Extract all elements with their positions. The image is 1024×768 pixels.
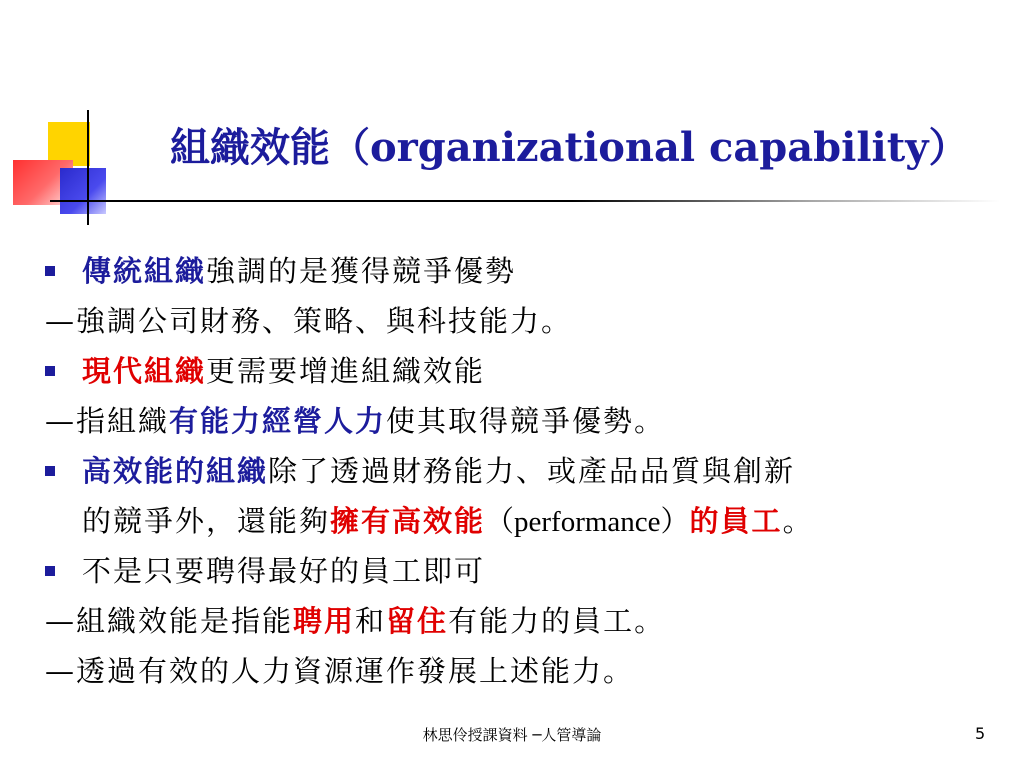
sub-point-text: 組織效能是指能 bbox=[76, 604, 294, 638]
dash: — bbox=[45, 604, 76, 638]
sub-point-text: 和 bbox=[355, 604, 387, 638]
bullet-not-just-hiring bbox=[45, 546, 1020, 596]
slide-footer: 林思伶授課資料 ─人管導論 bbox=[422, 726, 602, 744]
latin-term: （performance） bbox=[485, 506, 690, 538]
title-underline bbox=[50, 200, 1000, 202]
bullet-text: 的競爭外，還能夠 bbox=[82, 504, 331, 538]
dash: — bbox=[45, 654, 76, 688]
sub-point bbox=[45, 646, 1020, 696]
bullet-modern-org bbox=[45, 346, 1020, 396]
bullet-text: 更需要增進組織效能 bbox=[206, 354, 486, 388]
bullet-text: 。 bbox=[782, 504, 814, 538]
bullet-text: 強調的是獲得競爭優勢 bbox=[206, 254, 517, 288]
emphasis-text: 擁有高效能 bbox=[330, 504, 486, 538]
emphasis-text: 有能力經營人力 bbox=[169, 404, 387, 438]
sub-point-text: 使其取得競爭優勢。 bbox=[386, 404, 666, 438]
emphasis-text: 現代組織 bbox=[82, 354, 207, 388]
sub-point-text: 透過有效的人力資源運作發展上述能力。 bbox=[76, 654, 635, 688]
sub-point-text: 強調公司財務、策略、與科技能力。 bbox=[76, 304, 573, 338]
slide-body bbox=[45, 246, 1020, 696]
bullet-traditional-org bbox=[45, 246, 1020, 296]
page-number: 5 bbox=[975, 724, 986, 743]
bullet-high-performance-org bbox=[45, 446, 1020, 496]
sub-point bbox=[45, 396, 1020, 446]
decor-blue-square bbox=[60, 168, 106, 214]
slide-title: 組織效能（organizational capability） bbox=[170, 124, 969, 171]
dash: — bbox=[45, 304, 76, 338]
emphasis-text: 的員工 bbox=[689, 504, 783, 538]
emphasis-text: 高效能的組織 bbox=[82, 454, 269, 488]
emphasis-text: 留住 bbox=[386, 604, 449, 638]
sub-point-text: 指組織 bbox=[76, 404, 170, 438]
bullet-continuation bbox=[45, 496, 1020, 546]
emphasis-text: 傳統組織 bbox=[82, 254, 207, 288]
decor-vertical-line bbox=[87, 110, 89, 225]
sub-point bbox=[45, 296, 1020, 346]
dash: — bbox=[45, 404, 76, 438]
emphasis-text: 聘用 bbox=[293, 604, 356, 638]
bullet-text: 不是只要聘得最好的員工即可 bbox=[82, 554, 486, 588]
bullet-text: 除了透過財務能力、或產品品質與創新 bbox=[268, 454, 796, 488]
sub-point-text: 有能力的員工。 bbox=[448, 604, 666, 638]
sub-point bbox=[45, 596, 1020, 646]
